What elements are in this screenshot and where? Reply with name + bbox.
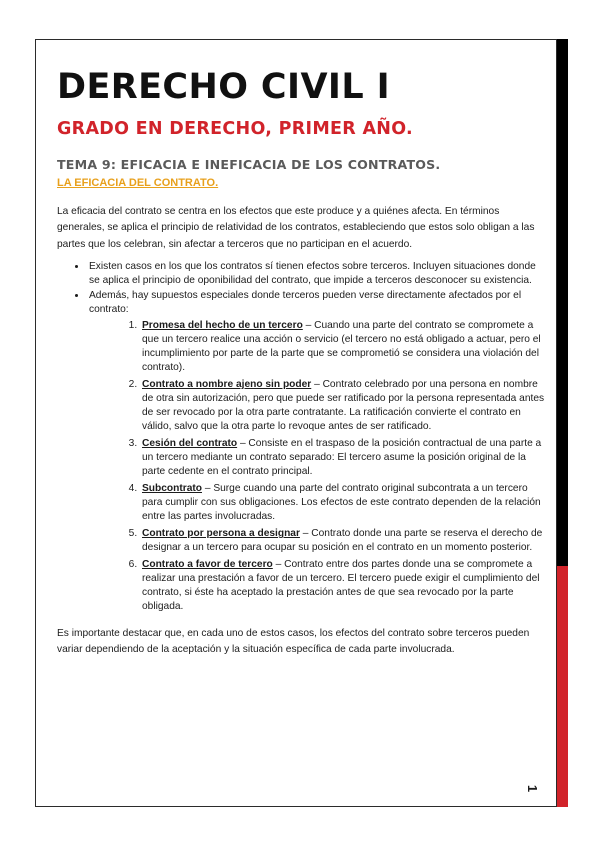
intro-paragraph: La eficacia del contrato se centra en los efectos que este produce y a quiénes afecta. En términos generales, se aplica el principio de relatividad de los contratos, estableciendo que estos solo obligan a las partes que los celebran, sin afectar a terceros que no participan en el acuerdo. bbox=[57, 206, 535, 250]
side-accent-bar-red bbox=[557, 566, 568, 807]
case-item bbox=[140, 437, 547, 479]
case-description: – Consiste en el traspaso de la posición contractual de una parte a un tercero mediante un contrato separado: El tercero asume la posición original de la parte cedente en el contrato principal. bbox=[142, 438, 542, 478]
bullet-text: Además, hay supuestos especiales donde terceros pueden verse directamente afectados por el contrato: bbox=[89, 290, 522, 316]
topic-heading: TEMA 9: EFICACIA E INEFICACIA DE LOS CONTRATOS. bbox=[57, 157, 441, 172]
case-item bbox=[140, 558, 547, 614]
document-content bbox=[57, 64, 547, 658]
case-term: Contrato a nombre ajeno sin poder bbox=[142, 379, 312, 391]
bullet-item bbox=[87, 289, 547, 614]
bullet-item: • Existen casos en los que los contratos sí tienen efectos sobre terceros. Incluyen situaciones donde se aplica el principio de oponibilidad del contrato, que impide a terceros desconocer su existencia. bbox=[87, 260, 547, 288]
document-title: DERECHO CIVIL I bbox=[57, 67, 391, 107]
page-number: 1 bbox=[525, 784, 541, 793]
case-description: – Contrato donde una parte se reserva el derecho de designar a un tercero para ocupar su posición en el contrato en un momento posterior. bbox=[142, 528, 543, 554]
case-item bbox=[140, 482, 547, 524]
section-heading: LA EFICACIA DEL CONTRATO. bbox=[57, 177, 219, 189]
case-description: – Contrato celebrado por una persona en nombre de otra sin autorización, pero que puede ser ratificado por la persona representada antes de ser revocado por la otra parte contratante. La ratificación convierte el contrato en válido, salvo que la otra parte lo revoque antes de ser ratificado. bbox=[142, 379, 545, 433]
bullet-list bbox=[57, 260, 547, 614]
case-description: – Contrato entre dos partes donde una se compromete a realizar una prestación a favor de un tercero. El tercero puede exigir el cumplimiento del contrato, si éste ha aceptado la prestación antes de que sea revocado por la parte obligada. bbox=[142, 559, 540, 613]
case-description: – Cuando una parte del contrato se compromete a que un tercero realice una acción o servicio (el tercero no está obligado a actuar, pero el incumplimiento por parte de la parte que se comprometió se considera una violación del contrato). bbox=[142, 320, 541, 374]
side-accent-bar-black bbox=[557, 39, 568, 566]
case-term: Contrato por persona a designar bbox=[142, 528, 300, 540]
case-description: – Surge cuando una parte del contrato original subcontrata a un tercero para cumplir con sus obligaciones. Los efectos de este contrato dependen de la relación entre las partes involucradas. bbox=[142, 483, 541, 523]
case-term: Contrato a favor de tercero bbox=[142, 559, 273, 571]
document-subtitle: GRADO EN DERECHO, PRIMER AÑO. bbox=[57, 119, 413, 139]
closing-paragraph: Es importante destacar que, en cada uno de estos casos, los efectos del contrato sobre terceros pueden variar dependiendo de la aceptación y la situación específica de cada parte involucrada. bbox=[57, 628, 530, 656]
cases-list bbox=[89, 319, 547, 614]
case-item bbox=[140, 378, 547, 434]
case-term: Cesión del contrato bbox=[142, 438, 238, 450]
case-term: Promesa del hecho de un tercero bbox=[142, 320, 303, 332]
case-term: Subcontrato bbox=[142, 483, 202, 495]
case-item bbox=[140, 527, 547, 555]
case-item bbox=[140, 319, 547, 375]
